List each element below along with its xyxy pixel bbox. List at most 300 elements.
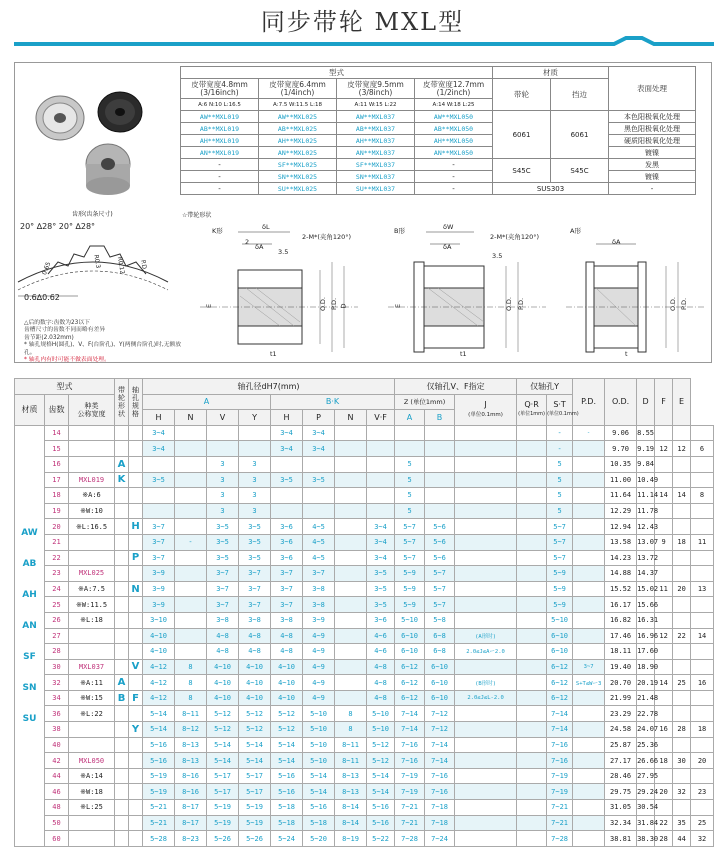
bore-spec-cell (129, 768, 143, 784)
model-cell: AB**MXL037 (337, 123, 415, 135)
shape-caption: ☆带轮形状 (182, 212, 212, 219)
value-cell (425, 425, 455, 441)
teeth-cell: 14 (45, 425, 69, 441)
value-cell: 3~5 (207, 550, 239, 566)
material-code: AB (22, 558, 37, 569)
shape-cell (115, 581, 129, 597)
value-cell: 12 (655, 441, 673, 457)
value-cell: 11.14 (637, 488, 655, 504)
material-sus303: SUS303 (493, 183, 609, 195)
value-cell (239, 425, 271, 441)
value-cell: 6~12 (395, 659, 425, 675)
value-cell: 13.07 (637, 534, 655, 550)
model-cell: AB**MXL025 (259, 123, 337, 135)
value-cell (573, 597, 605, 613)
value-cell (271, 456, 303, 472)
value-cell: 5~7 (395, 550, 425, 566)
table-row (15, 441, 714, 457)
value-cell: 3~10 (143, 612, 175, 628)
value-cell: 7~21 (547, 800, 573, 816)
value-cell (367, 441, 395, 457)
dimension-table-body (15, 425, 714, 846)
value-cell: 8~11 (175, 706, 207, 722)
value-cell: 5 (547, 503, 573, 519)
value-cell: 9.06 (605, 425, 637, 441)
value-cell: 3~5 (239, 519, 271, 535)
value-cell: 6~12 (547, 675, 573, 691)
value-cell (455, 831, 517, 847)
value-cell (517, 472, 547, 488)
value-cell: 22.78 (637, 706, 655, 722)
model-cell: SU**MXL037 (337, 183, 415, 195)
value-cell: 5~12 (367, 753, 395, 769)
model-material-table (180, 66, 696, 195)
value-cell (335, 550, 367, 566)
value-cell: 25.87 (605, 737, 637, 753)
note-line: 齿节距(2.032mm) (24, 334, 74, 341)
flange-material-6061: 6061 (551, 111, 609, 159)
value-cell: 13.58 (605, 534, 637, 550)
notes-block (24, 320, 184, 364)
dim-e: E (205, 303, 214, 309)
value-cell: 25 (691, 815, 714, 831)
value-cell (395, 441, 425, 457)
value-cell: 7~14 (425, 753, 455, 769)
value-cell: 3~5 (239, 534, 271, 550)
value-cell: 5~24 (271, 831, 303, 847)
value-cell (335, 425, 367, 441)
value-cell: 5~14 (271, 737, 303, 753)
value-cell (691, 425, 714, 441)
value-cell: 5~14 (239, 753, 271, 769)
teeth-cell: 24 (45, 581, 69, 597)
value-cell: 11 (655, 581, 673, 597)
value-cell: 6~10 (425, 690, 455, 706)
value-cell: 7~14 (547, 722, 573, 738)
value-cell: 4~10 (271, 690, 303, 706)
value-cell (691, 472, 714, 488)
value-cell: 16 (655, 722, 673, 738)
teeth-cell: 48 (45, 800, 69, 816)
value-cell: 3 (239, 456, 271, 472)
value-cell: 29.75 (605, 784, 637, 800)
value-cell: 5~9 (395, 597, 425, 613)
table-row (15, 800, 714, 816)
value-cell (207, 425, 239, 441)
value-cell: 5~14 (303, 768, 335, 784)
value-cell (455, 441, 517, 457)
value-cell: 16.82 (605, 612, 637, 628)
shape-a-drawing (566, 222, 706, 357)
value-cell: 5~10 (367, 706, 395, 722)
value-cell: 3~4 (303, 441, 335, 457)
value-cell: 5~19 (239, 815, 271, 831)
value-cell: 4~10 (207, 675, 239, 691)
value-cell (395, 425, 425, 441)
value-cell (425, 503, 455, 519)
value-cell: 3~8 (207, 612, 239, 628)
value-cell (573, 550, 605, 566)
value-cell (573, 784, 605, 800)
teeth-cell: 23 (45, 566, 69, 582)
value-cell (175, 472, 207, 488)
value-cell: 4~8 (271, 644, 303, 660)
value-cell (425, 488, 455, 504)
dim-od-b: O.D. (505, 297, 513, 311)
teeth-cell: 15 (45, 441, 69, 457)
bore-spec-cell (129, 628, 143, 644)
value-cell: 4~8 (239, 628, 271, 644)
value-cell: 30 (673, 753, 691, 769)
value-cell: 4~10 (143, 628, 175, 644)
value-cell (673, 737, 691, 753)
j-unit: (单位0.1mm) (468, 411, 503, 418)
value-cell: 14 (691, 628, 714, 644)
dim-od-a: O.D. (669, 297, 677, 311)
value-cell: 3~4 (367, 534, 395, 550)
surface-cell: 发黑 (609, 159, 696, 171)
value-cell (573, 768, 605, 784)
bore-spec-cell (129, 566, 143, 582)
kind-cell: ※W:11.5 (69, 597, 115, 613)
shape-cell: B (115, 690, 129, 706)
value-cell (303, 488, 335, 504)
value-cell: 21.48 (637, 690, 655, 706)
model-cell: - (181, 159, 259, 171)
value-cell (517, 597, 547, 613)
value-cell (455, 581, 517, 597)
f-header: F (655, 379, 673, 426)
table-row (15, 519, 714, 535)
value-cell: 3~5 (367, 597, 395, 613)
value-cell: 5~9 (395, 566, 425, 582)
value-cell: 4~12 (143, 690, 175, 706)
value-cell: 7~12 (425, 706, 455, 722)
value-cell: 3 (207, 456, 239, 472)
value-cell: 5~26 (207, 831, 239, 847)
value-cell (673, 768, 691, 784)
value-cell: 5~14 (239, 737, 271, 753)
value-cell: 3~6 (271, 550, 303, 566)
bore-spec-cell (129, 644, 143, 660)
table-row (15, 815, 714, 831)
value-cell: 5~12 (239, 722, 271, 738)
tooth-pitch-dim: 0.6∆0.62 (24, 293, 60, 302)
value-cell: 4~8 (367, 659, 395, 675)
value-cell: 12.43 (637, 519, 655, 535)
table-row (15, 753, 714, 769)
value-cell: 15.52 (605, 581, 637, 597)
value-cell (455, 550, 517, 566)
table-row (15, 690, 714, 706)
value-cell: 5~16 (303, 800, 335, 816)
value-cell: 9.84 (637, 456, 655, 472)
value-cell: 5~14 (303, 784, 335, 800)
model-cell: AW**MXL025 (259, 111, 337, 123)
shape-cell (115, 612, 129, 628)
value-cell: 8~17 (175, 800, 207, 816)
value-cell: 4~9 (303, 644, 335, 660)
tooth-dim-pd: P.D. (139, 259, 148, 272)
value-cell (573, 815, 605, 831)
dimension-table (14, 378, 714, 847)
value-cell: 5~7 (547, 550, 573, 566)
value-cell (455, 706, 517, 722)
value-cell: 11.78 (637, 503, 655, 519)
value-cell (335, 441, 367, 457)
value-cell: 2.0≤J≤Aー2.0 (455, 644, 517, 660)
value-cell: 14 (673, 488, 691, 504)
value-cell (517, 503, 547, 519)
value-cell: 18.90 (637, 659, 655, 675)
value-cell (517, 628, 547, 644)
value-cell (455, 659, 517, 675)
table-row (15, 675, 714, 691)
shape-cell (115, 534, 129, 550)
teeth-cell: 60 (45, 831, 69, 847)
value-cell (303, 456, 335, 472)
value-cell: 5~18 (271, 800, 303, 816)
dim-t-a: t (625, 350, 628, 358)
bore-spec-cell (129, 737, 143, 753)
teeth-cell: 25 (45, 597, 69, 613)
value-cell (175, 488, 207, 504)
bore-spec-cell (129, 831, 143, 847)
value-cell: 4~6 (367, 644, 395, 660)
value-cell: 2.0≤J≤L-2.0 (455, 690, 517, 706)
note-line-warning: * 轴孔内有时可能不做表面处理。 (24, 357, 110, 364)
value-cell (573, 534, 605, 550)
value-cell: 12.29 (605, 503, 637, 519)
value-cell: 7~18 (425, 800, 455, 816)
value-cell: 3~4 (367, 519, 395, 535)
dim-35: 3.5 (278, 248, 289, 256)
value-cell: 20.70 (605, 675, 637, 691)
value-cell: 5 (547, 472, 573, 488)
value-cell: 14 (655, 675, 673, 691)
value-cell (673, 519, 691, 535)
z-header: Z (单位1mm) (395, 394, 455, 410)
shape-cell (115, 550, 129, 566)
table-row (15, 550, 714, 566)
value-cell: 15.02 (637, 581, 655, 597)
value-cell: 6~10 (547, 644, 573, 660)
value-cell: 5~19 (143, 784, 175, 800)
note-line: △后的数字:齿数为23以下 (24, 320, 90, 326)
value-cell: 28 (673, 722, 691, 738)
value-cell: 44 (673, 831, 691, 847)
value-cell: 5~19 (239, 800, 271, 816)
bore-spec-cell (129, 784, 143, 800)
value-cell: 5~7 (425, 581, 455, 597)
dim-35-b: 3.5 (492, 252, 503, 260)
value-cell: 5~9 (547, 581, 573, 597)
value-cell: 3~8 (239, 612, 271, 628)
kind-cell (69, 722, 115, 738)
d-header: D (637, 379, 655, 426)
dim-e-b: E (394, 303, 403, 309)
dim-t1-b: t1 (460, 350, 467, 358)
value-cell: 20 (673, 581, 691, 597)
value-cell (455, 472, 517, 488)
dim-d: D (339, 303, 348, 309)
table-row (15, 644, 714, 660)
value-cell: 5~17 (239, 784, 271, 800)
value-cell: 3~9 (143, 581, 175, 597)
surface-cell: 硬质阳极氧化处理 (609, 135, 696, 147)
model-cell: AN**MXL050 (415, 147, 493, 159)
value-cell: 5 (547, 456, 573, 472)
value-cell (455, 815, 517, 831)
value-cell: 11 (691, 534, 714, 550)
value-cell (691, 550, 714, 566)
value-cell: 3~5 (303, 472, 335, 488)
value-cell (425, 456, 455, 472)
value-cell: 5~12 (367, 737, 395, 753)
value-cell (573, 441, 605, 457)
dim-dw: δW (443, 223, 454, 231)
qr-label: Q·R (524, 400, 539, 410)
value-cell: 14 (655, 488, 673, 504)
value-cell: 5~28 (143, 831, 175, 847)
value-cell: 5~21 (143, 800, 175, 816)
value-cell (175, 597, 207, 613)
shape-k-drawing (200, 222, 360, 357)
kind-cell: MXL019 (69, 472, 115, 488)
value-cell: 3 (239, 503, 271, 519)
value-cell: 3~7 (143, 550, 175, 566)
value-cell (367, 488, 395, 504)
value-cell: 7~28 (547, 831, 573, 847)
st-unit: (单位0.1mm) (547, 411, 579, 418)
value-cell: 5~8 (425, 612, 455, 628)
model-cell: AH**MXL050 (415, 135, 493, 147)
value-cell: 7~12 (425, 722, 455, 738)
shape-cell (115, 488, 129, 504)
kind-col-header: 种类 公称宽度 (69, 394, 115, 425)
value-cell: 7~16 (395, 753, 425, 769)
value-cell: - (573, 425, 605, 441)
value-cell: 6~10 (395, 628, 425, 644)
value-cell: 3~4 (143, 441, 175, 457)
value-cell: 3~7 (239, 597, 271, 613)
value-cell: 3~4 (143, 425, 175, 441)
bore-dia-header: 轴孔径dH7(mm) (143, 379, 395, 395)
surface-cell: 黑色阳极氧化处理 (609, 123, 696, 135)
value-cell: 27.17 (605, 753, 637, 769)
tooth-profile-caption: 齿形(齿条尺寸) (72, 211, 113, 218)
value-cell: 20 (691, 753, 714, 769)
teeth-cell: 27 (45, 628, 69, 644)
value-cell: 5~16 (271, 768, 303, 784)
value-cell: 22 (673, 628, 691, 644)
value-cell: 8~13 (335, 784, 367, 800)
st-header (547, 394, 579, 425)
teeth-cell: 30 (45, 659, 69, 675)
value-cell: 3~5 (143, 472, 175, 488)
value-cell (455, 488, 517, 504)
table-row (15, 456, 714, 472)
value-cell: 4~9 (303, 690, 335, 706)
value-cell: 3~9 (303, 612, 335, 628)
value-cell (573, 831, 605, 847)
value-cell: 3~8 (303, 597, 335, 613)
model-cell: SF**MXL037 (337, 159, 415, 171)
value-cell: 18.11 (605, 644, 637, 660)
dim-da: δA (255, 243, 264, 251)
value-cell: 13 (691, 581, 714, 597)
value-cell: 20.19 (637, 675, 655, 691)
value-cell: 5~12 (239, 706, 271, 722)
value-cell (335, 503, 367, 519)
value-cell: 7~21 (395, 815, 425, 831)
value-cell (517, 519, 547, 535)
value-cell: 23.29 (605, 706, 637, 722)
value-cell: 3~6 (271, 519, 303, 535)
value-cell (673, 800, 691, 816)
shape-cell: K (115, 472, 129, 488)
value-cell (673, 597, 691, 613)
teeth-cell: 26 (45, 612, 69, 628)
model-cell: AH**MXL019 (181, 135, 259, 147)
teeth-cell: 32 (45, 675, 69, 691)
model-cell: AH**MXL025 (259, 135, 337, 147)
teeth-cell: 22 (45, 550, 69, 566)
value-cell: (A形时) (455, 628, 517, 644)
kind-cell: ※W:10 (69, 503, 115, 519)
value-cell (335, 534, 367, 550)
surface-cell: 本色阳极氧化处理 (609, 111, 696, 123)
value-cell: 5~22 (367, 831, 395, 847)
value-cell: 31.84 (637, 815, 655, 831)
model-cell: SU**MXL025 (259, 183, 337, 195)
model-cell: - (181, 171, 259, 183)
value-cell (455, 737, 517, 753)
value-cell (573, 456, 605, 472)
value-cell: 5 (547, 488, 573, 504)
value-cell (517, 690, 547, 706)
value-cell: 38.81 (605, 831, 637, 847)
surface-cell: - (609, 183, 696, 195)
sub-v: V (207, 410, 239, 426)
value-cell: 10.35 (605, 456, 637, 472)
sub-zb: B (425, 410, 455, 426)
value-cell (691, 768, 714, 784)
value-cell: 3~5 (367, 581, 395, 597)
value-cell: 7~24 (425, 831, 455, 847)
teeth-cell: 19 (45, 503, 69, 519)
value-cell: 7~14 (395, 722, 425, 738)
value-cell: 4~10 (239, 690, 271, 706)
value-cell (517, 456, 547, 472)
bore-spec-cell (129, 753, 143, 769)
value-cell (335, 628, 367, 644)
value-cell (691, 456, 714, 472)
value-cell: 22 (655, 815, 673, 831)
value-cell: 4~5 (303, 519, 335, 535)
sub-p: P (303, 410, 335, 426)
kind-cell (69, 815, 115, 831)
material-col-header: 材质 (15, 394, 45, 425)
value-cell: 8 (175, 659, 207, 675)
value-cell: 5~12 (271, 706, 303, 722)
value-cell (455, 503, 517, 519)
model-cell: - (415, 159, 493, 171)
kind-cell: ※A:6 (69, 488, 115, 504)
shape-cell (115, 753, 129, 769)
value-cell: 7~16 (395, 737, 425, 753)
value-cell: 3~9 (143, 566, 175, 582)
